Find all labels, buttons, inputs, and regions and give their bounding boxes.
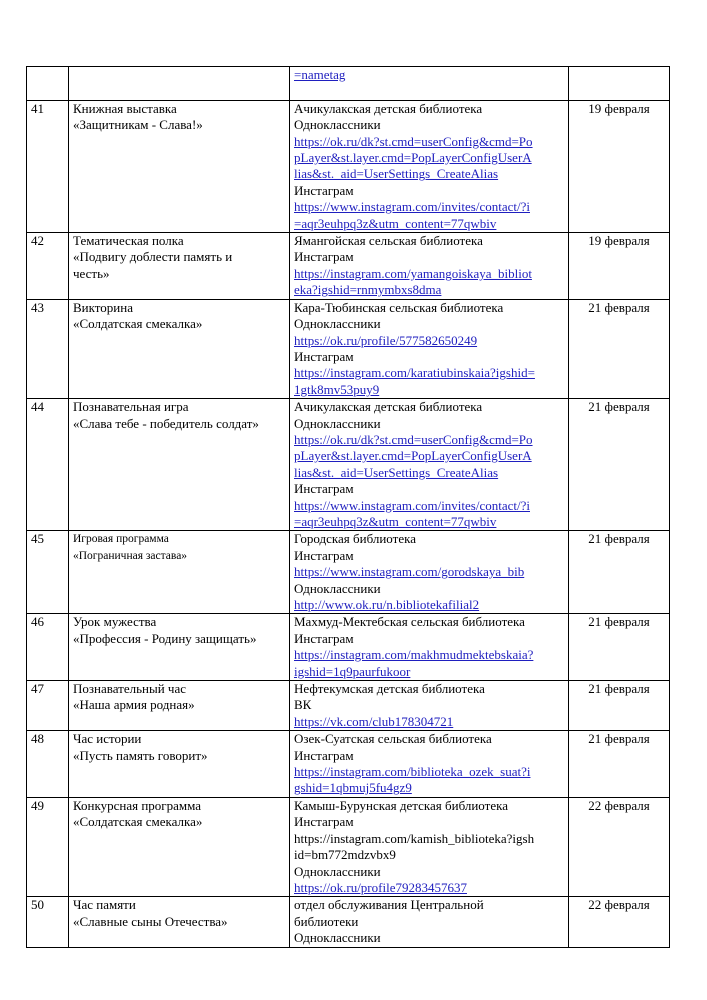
event-line: [73, 83, 285, 99]
event-line: Урок мужества: [73, 614, 157, 630]
table-row: [27, 233, 670, 300]
event-date: 21 февраля: [569, 299, 670, 398]
event-title: [69, 681, 290, 731]
event-line: «Защитникам - Слава!»: [73, 117, 203, 133]
event-title: [69, 614, 290, 681]
venue-link[interactable]: lias&st._aid=UserSettings_CreateAlias: [294, 464, 499, 480]
venue-cell: [290, 797, 569, 896]
venue-link[interactable]: igshid=1q9paurfukoor: [294, 663, 411, 679]
venue-link[interactable]: https://instagram.com/karatiubinskaia?igshid=: [294, 365, 535, 381]
venue-link[interactable]: =aqr3euhpq3z&utm_content=77qwbiv: [294, 513, 497, 529]
event-line: Конкурсная программа: [73, 797, 202, 813]
event-line: «Подвигу доблести память и: [73, 249, 233, 265]
event-date: 22 февраля: [569, 797, 670, 896]
event-line: «Пусть память говорит»: [73, 747, 208, 763]
venue-line: Инстаграм: [294, 348, 354, 364]
event-date: 22 февраля: [569, 897, 670, 947]
table-row: [27, 897, 670, 947]
venue-line: отдел обслуживания Центральной: [294, 897, 484, 913]
venue-cell: [290, 531, 569, 614]
venue-link[interactable]: https://www.instagram.com/invites/contact/?i: [294, 497, 530, 513]
venue-line: Одноклассники: [294, 117, 381, 133]
venue-link[interactable]: gshid=1qbmuj5fu4gz9: [294, 780, 412, 796]
venue-line: Инстаграм: [294, 182, 354, 198]
event-date: [569, 67, 670, 101]
venue-line: Одноклассники: [294, 415, 381, 431]
venue-link[interactable]: https://instagram.com/makhmudmektebskaia?: [294, 647, 534, 663]
table-row: [27, 681, 670, 731]
row-number: 43: [27, 299, 69, 398]
venue-line: Одноклассники: [294, 316, 381, 332]
event-line: «Наша армия родная»: [73, 697, 195, 713]
venue-link[interactable]: https://ok.ru/profile79283457637: [294, 879, 467, 895]
event-title: [69, 531, 290, 614]
venue-line: Одноклассники: [294, 930, 381, 946]
row-number: 42: [27, 233, 69, 300]
table-row: [27, 797, 670, 896]
venue-cell: [290, 681, 569, 731]
event-title: [69, 299, 290, 398]
venue-line: id=bm772mdzvbx9: [294, 847, 396, 863]
event-line: «Слава тебе - победитель солдат»: [73, 415, 259, 431]
row-number: 45: [27, 531, 69, 614]
event-line: Игровая программа: [73, 533, 169, 546]
event-title: [69, 233, 290, 300]
venue-line: Одноклассники: [294, 580, 381, 596]
venue-cell: [290, 299, 569, 398]
events-table: [26, 66, 670, 948]
event-title: [69, 731, 290, 798]
event-date: 21 февраля: [569, 531, 670, 614]
event-title: [69, 797, 290, 896]
venue-link[interactable]: pLayer&st.layer.cmd=PopLayerConfigUserA: [294, 150, 532, 166]
event-line: Час памяти: [73, 897, 136, 913]
row-number: 50: [27, 897, 69, 947]
venue-line: Одноклассники: [294, 863, 381, 879]
venue-link[interactable]: lias&st._aid=UserSettings_CreateAlias: [294, 166, 499, 182]
venue-line: Ачикулакская детская библиотека: [294, 100, 483, 116]
event-line: Викторина: [73, 299, 133, 315]
event-title: [69, 399, 290, 531]
venue-link[interactable]: https://ok.ru/dk?st.cmd=userConfig&cmd=Po: [294, 133, 533, 149]
venue-cell: [290, 100, 569, 232]
event-line: Час истории: [73, 731, 142, 747]
venue-cell: [290, 233, 569, 300]
event-date: 19 февраля: [569, 233, 670, 300]
event-line: «Солдатская смекалка»: [73, 316, 203, 332]
venue-line: ВК: [294, 697, 312, 713]
venue-link[interactable]: https://vk.com/club178304721: [294, 713, 454, 729]
event-date: 21 февраля: [569, 614, 670, 681]
row-number: 44: [27, 399, 69, 531]
venue-link[interactable]: http://www.ok.ru/n.bibliotekafilial2: [294, 597, 480, 612]
venue-line: Инстаграм: [294, 630, 354, 646]
event-line: Познавательная игра: [73, 399, 189, 415]
venue-line: Инстаграм: [294, 814, 354, 830]
event-line: «Профессия - Родину защищать»: [73, 630, 257, 646]
events-table-body: [27, 67, 670, 948]
table-row: [27, 731, 670, 798]
table-row: [27, 531, 670, 614]
venue-line: Инстаграм: [294, 249, 354, 265]
venue-line: Камыш-Бурунская детская библиотека: [294, 797, 508, 813]
venue-cell: [290, 399, 569, 531]
venue-line: Кара-Тюбинская сельская библиотека: [294, 299, 504, 315]
table-row: [27, 100, 670, 232]
row-number: 48: [27, 731, 69, 798]
event-line: «Пограничная застава»: [73, 549, 188, 562]
table-row: [27, 299, 670, 398]
venue-line: Инстаграм: [294, 547, 354, 563]
event-date: 21 февраля: [569, 731, 670, 798]
venue-cell: [290, 67, 569, 101]
venue-line: библиотеки: [294, 913, 359, 929]
venue-link[interactable]: https://www.instagram.com/invites/contact/?i: [294, 199, 530, 215]
event-title: [69, 67, 290, 101]
venue-line: Инстаграм: [294, 747, 354, 763]
venue-line: Инстаграм: [294, 481, 354, 497]
venue-link[interactable]: 1gtk8mv53puy9: [294, 381, 380, 397]
venue-line: Озек-Суатская сельская библиотека: [294, 731, 492, 747]
event-date: 21 февраля: [569, 399, 670, 531]
venue-cell: [290, 614, 569, 681]
venue-link[interactable]: https://instagram.com/biblioteka_ozek_suat?i: [294, 764, 531, 780]
venue-line: https://instagram.com/kamish_biblioteka?igsh: [294, 830, 535, 846]
venue-link[interactable]: https://ok.ru/dk?st.cmd=userConfig&cmd=Po: [294, 431, 533, 447]
event-date: 21 февраля: [569, 681, 670, 731]
venue-link[interactable]: pLayer&st.layer.cmd=PopLayerConfigUserA: [294, 448, 532, 464]
event-title: [69, 897, 290, 947]
venue-link[interactable]: https://ok.ru/profile/577582650249: [294, 332, 478, 348]
event-line: «Солдатская смекалка»: [73, 814, 203, 830]
event-date: 19 февраля: [569, 100, 670, 232]
venue-cell: [290, 897, 569, 947]
venue-link[interactable]: https://www.instagram.com/gorodskaya_bib: [294, 564, 525, 580]
venue-link[interactable]: eka?igshid=rnmymbxs8dma: [294, 282, 442, 298]
event-line: Познавательный час: [73, 681, 186, 697]
venue-line: Ямангойская сельская библиотека: [294, 233, 483, 249]
venue-line: Нефтекумская детская библиотека: [294, 681, 485, 697]
venue-cell: [290, 731, 569, 798]
row-number: [27, 67, 69, 101]
event-line: Тематическая полка: [73, 233, 184, 249]
venue-link[interactable]: https://instagram.com/yamangoiskaya_bibliot: [294, 265, 532, 281]
table-row: [27, 614, 670, 681]
venue-line: Махмуд-Мектебская сельская библиотека: [294, 614, 525, 630]
row-number: 41: [27, 100, 69, 232]
row-number: 49: [27, 797, 69, 896]
table-row: [27, 399, 670, 531]
row-number: 47: [27, 681, 69, 731]
event-line: честь»: [73, 265, 110, 281]
venue-line: Ачикулакская детская библиотека: [294, 399, 483, 415]
event-line: [73, 67, 285, 83]
row-number: 46: [27, 614, 69, 681]
venue-link[interactable]: =aqr3euhpq3z&utm_content=77qwbiv: [294, 215, 497, 231]
event-line: «Славные сыны Отечества»: [73, 913, 228, 929]
table-row: [27, 67, 670, 101]
venue-line: Городская библиотека: [294, 531, 416, 547]
event-line: Книжная выставка: [73, 100, 177, 116]
event-title: [69, 100, 290, 232]
venue-link[interactable]: =nametag: [294, 67, 346, 82]
